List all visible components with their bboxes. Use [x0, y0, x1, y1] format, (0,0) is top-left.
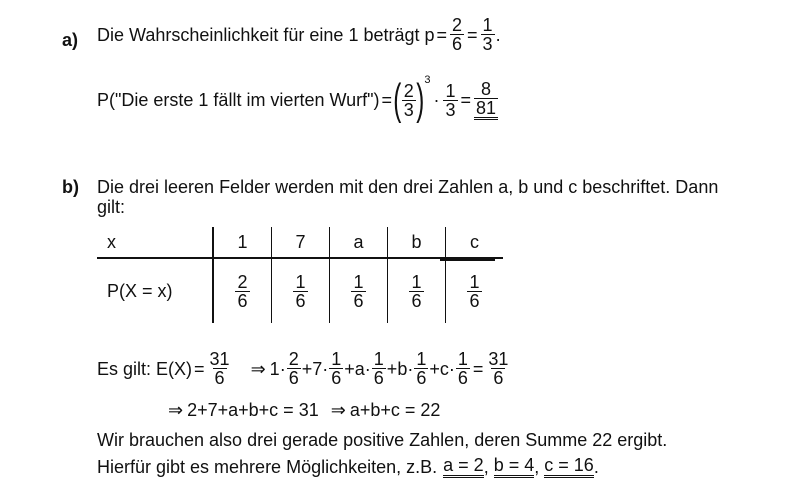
sum-equation: 2+7+a+b+c = 31	[187, 400, 319, 420]
part-a-probability-equation: P("Die erste 1 fällt im vierten Wurf") = ( $\frac{2}{3}$ ) 3 · $\frac{1}{3}$ = $\frac{8}{81}$	[97, 73, 497, 124]
table-x-value: b	[388, 227, 446, 258]
table-x-value: a	[330, 227, 388, 258]
table-x-label: x	[97, 227, 213, 258]
rhs-fraction: $\frac{31}{6}$	[488, 349, 509, 388]
expectation-prefix: Es gilt: E(X)	[97, 358, 193, 379]
table-x-value: c	[446, 227, 504, 258]
table-prob-cell: $\frac{1}{6}$	[330, 258, 388, 323]
sum-equation-line: ⇒ 2+7+a+b+c = 31 ⇒ a+b+c = 22	[168, 400, 441, 420]
result-fraction-8-81: $\frac{8}{81}$	[476, 79, 497, 118]
table-prob-row	[97, 258, 503, 323]
table-header-line-extension	[440, 259, 495, 261]
table-prob-cell: $\frac{1}{6}$	[388, 258, 446, 323]
part-a-probability-line: Die Wahrscheinlichkeit für eine 1 beträgt p = $\frac{2}{6}$ = $\frac{1}{3}$ .	[97, 15, 501, 54]
paren-fraction-2-3: $\frac{2}{3}$	[403, 80, 414, 120]
table-prob-label: P(X = x)	[97, 258, 213, 323]
part-b-text-line1: Die drei leeren Felder werden mit den drei Zahlen a, b und c beschriftet. Dann	[97, 177, 719, 197]
table-prob-cell: $\frac{1}{6}$	[272, 258, 330, 323]
table-prob-cell: $\frac{1}{6}$	[469, 271, 480, 311]
conclusion-line2: Hierfür gibt es mehrere Möglichkeiten, z.B. a = 2 , b = 4 , c = 16 .	[97, 455, 599, 477]
table-x-value: 1	[213, 227, 272, 258]
answer-c: c = 16	[544, 456, 594, 478]
part-b-label: b)	[62, 177, 79, 197]
probability-table	[97, 227, 503, 323]
p-fraction-2-6: $\frac{2}{6}$	[452, 15, 463, 54]
abc-sum: a+b+c = 22	[349, 400, 441, 420]
times-fraction-1-3: $\frac{1}{3}$	[445, 80, 456, 120]
table-header-row	[97, 227, 503, 258]
part-b-text-line2: gilt:	[97, 197, 126, 217]
p-fraction-1-3: $\frac{1}{3}$	[482, 15, 493, 54]
conclusion-line1: Wir brauchen also drei gerade positive Zahlen, deren Summe 22 ergibt.	[97, 430, 668, 450]
event-expression: P("Die erste 1 fällt im vierten Wurf")	[97, 90, 380, 110]
table-x-value: 7	[272, 227, 330, 258]
answer-a: a = 2	[443, 456, 484, 478]
expectation-equation: Es gilt: E(X) = $\frac{31}{6}$ ⇒ 1 · $\frac{2}{6}$ + 7 · $\frac{1}{6}$ + a · $\frac{1}{6}$ + b · $\frac{1}{6}$ + c · $\frac{1}{6}$ = $\frac{31}{6}$	[97, 349, 509, 388]
part-a-intro: Die Wahrscheinlichkeit für eine 1 beträgt p	[97, 24, 435, 45]
answer-b: b = 4	[494, 456, 535, 478]
implies-arrow: ⇒	[250, 358, 266, 379]
exponent: 3	[424, 73, 431, 86]
expectation-fraction: $\frac{31}{6}$	[209, 349, 230, 388]
part-a-label: a)	[62, 30, 79, 50]
table-prob-cell: $\frac{2}{6}$	[213, 258, 272, 323]
